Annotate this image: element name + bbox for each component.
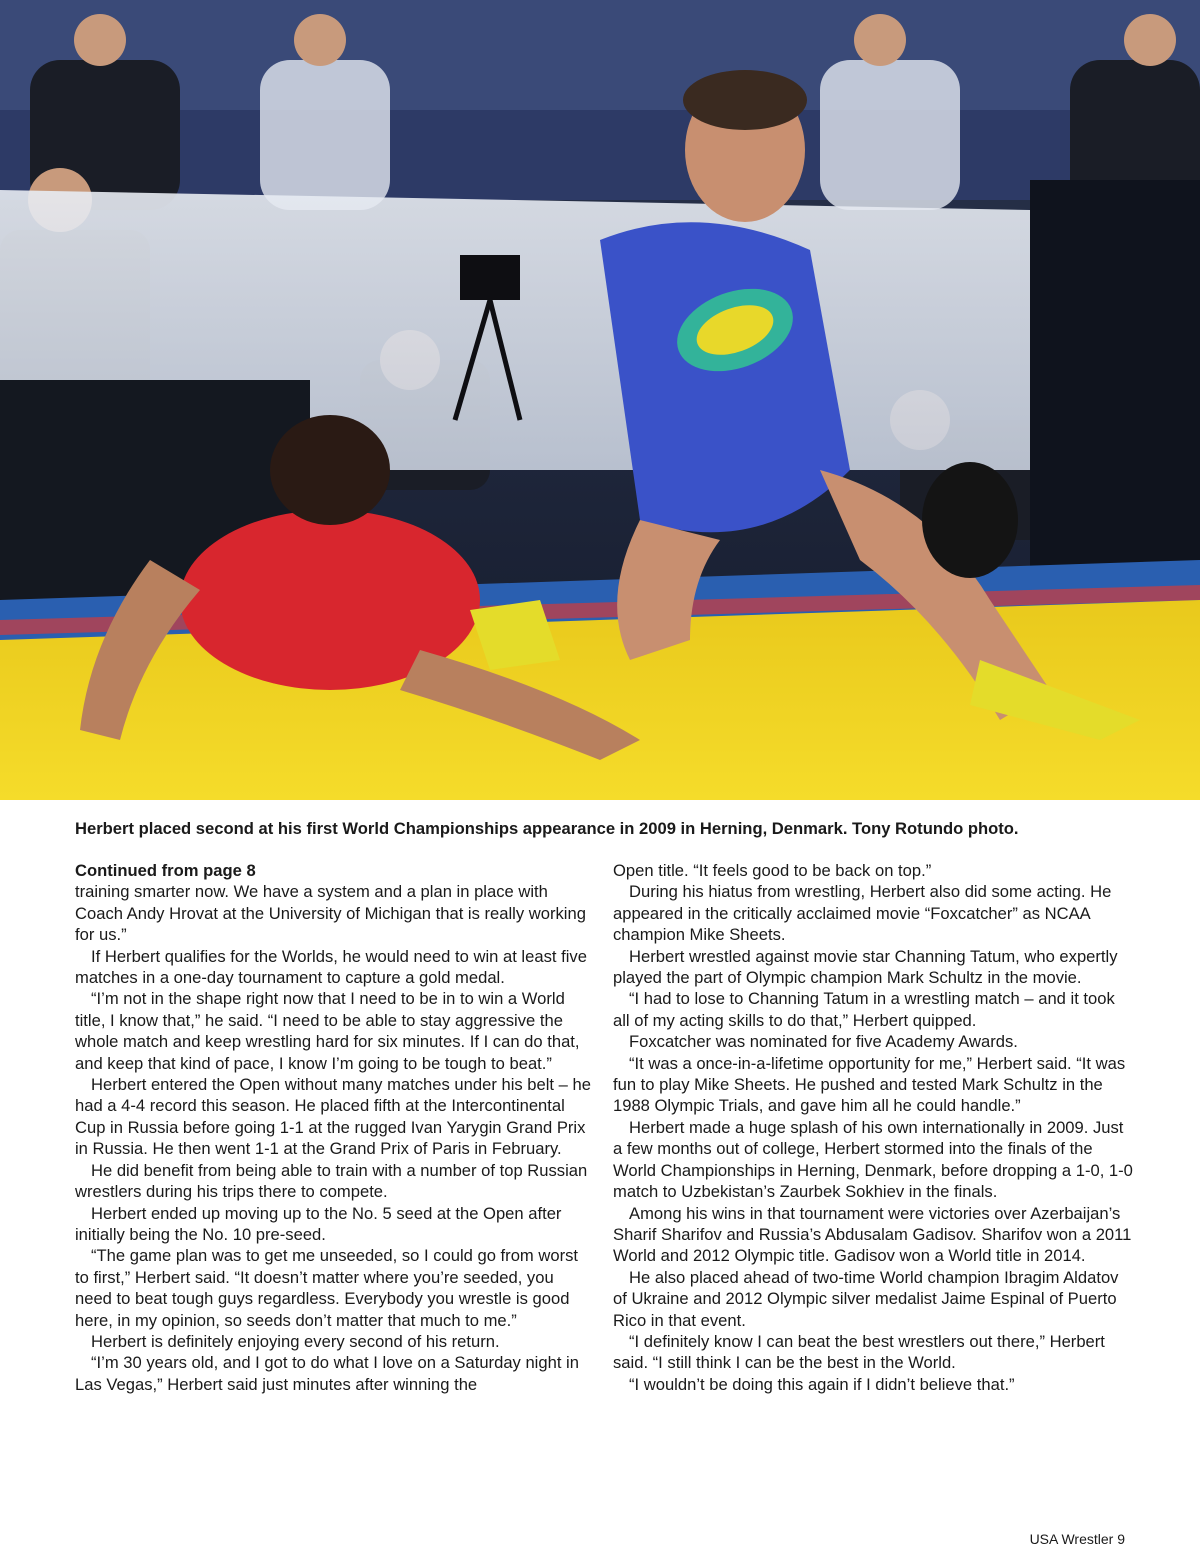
paragraph: “I’m 30 years old, and I got to do what I love on a Saturday night in Las Vegas,” Herbert said just minutes after winning the xyxy=(75,1353,579,1394)
paragraph: Herbert wrestled against movie star Channing Tatum, who expertly played the part of Olympic champion Mark Schultz in the movie. xyxy=(613,946,1118,988)
photo-caption: Herbert placed second at his first World Championships appearance in 2009 in Herning, Denmark. Tony Rotundo photo. xyxy=(75,819,1019,838)
paragraph: Among his wins in that tournament were victories over Azerbaijan’s Sharif Sharifov and Russia’s Abdusalam Gadisov. Sharifov won a 2011 World and 2012 Olympic title. Gadisov won a World title in 2014. xyxy=(613,1203,1132,1266)
paragraph: training smarter now. We have a system and a plan in place with Coach Andy Hrovat at the University of Michigan that is really working for us.” xyxy=(75,882,586,945)
paragraph: Open title. “It feels good to be back on top.” xyxy=(613,861,932,880)
paragraph: Herbert entered the Open without many matches under his belt – he had a 4-4 record this season. He placed fifth at the Intercontinental Cup in Russia before going 1-1 at the rugged Ivan Yarygin Grand Prix in Russia. He then went 1-1 at the Grand Prix of Paris in February. xyxy=(75,1075,591,1159)
paragraph: Herbert ended up moving up to the No. 5 seed at the Open after initially being the No. 10 pre-seed. xyxy=(75,1203,562,1244)
paragraph: Herbert made a huge splash of his own internationally in 2009. Just a few months out of college, Herbert stormed into the finals of the World Championships in Herning, Denmark, before dropping a 1-0, 1-0 match to Uzbekistan’s Zaurbek Sokhiev in the finals. xyxy=(613,1117,1133,1202)
paragraph: “I wouldn’t be doing this again if I didn’t believe that.” xyxy=(629,1374,1015,1394)
page-folio: USA Wrestler 9 xyxy=(1029,1531,1125,1547)
paragraph: During his hiatus from wrestling, Herbert also did some acting. He appeared in the critically acclaimed movie “Foxcatcher” as NCAA champion Mike Sheets. xyxy=(613,882,1112,945)
paragraph: “I definitely know I can beat the best wrestlers out there,” Herbert said. “I still think I can be the best in the World. xyxy=(613,1331,1105,1373)
paragraph: If Herbert qualifies for the Worlds, he would need to win at least five matches in a one-day tournament to capture a gold medal. xyxy=(75,946,587,988)
paragraph: “I’m not in the shape right now that I need to be in to win a World title, I know that,” he said. “I need to be able to stay aggressive the whole match and keep wrestling hard for six minutes. If I can do that, and keep that kind of pace, I know I’m going to be tough to beat.” xyxy=(75,989,580,1073)
paragraph: He did benefit from being able to train with a number of top Russian wrestlers during his trips there to compete. xyxy=(75,1160,588,1202)
continued-from-label: Continued from page 8 xyxy=(75,861,256,880)
paragraph: Herbert is definitely enjoying every second of his return. xyxy=(91,1331,500,1351)
article-column-right xyxy=(613,860,1133,1395)
paragraph: Foxcatcher was nominated for five Academy Awards. xyxy=(629,1032,1018,1052)
paragraph: “I had to lose to Channing Tatum in a wrestling match – and it took all of my acting skills to do that,” Herbert quipped. xyxy=(613,989,1115,1030)
paragraph: “It was a once-in-a-lifetime opportunity for me,” Herbert said. “It was fun to play Mike Sheets. He pushed and tested Mark Schultz in the 1988 Olympic Trials, and gave him all he could handle.” xyxy=(613,1053,1126,1116)
paragraph: “The game plan was to get me unseeded, so I could go from worst to first,” Herbert said. “It doesn’t matter where you’re seeded, you need to beat tough guys regardless. Everybody you wrestle is good here, in my opinion, so seeds don’t matter that much to me.” xyxy=(75,1246,579,1330)
article-column-left xyxy=(75,860,595,1395)
paragraph: He also placed ahead of two-time World champion Ibragim Aldatov of Ukraine and 2012 Olympic silver medalist Jaime Espinal of Puerto Rico in that event. xyxy=(613,1267,1119,1330)
